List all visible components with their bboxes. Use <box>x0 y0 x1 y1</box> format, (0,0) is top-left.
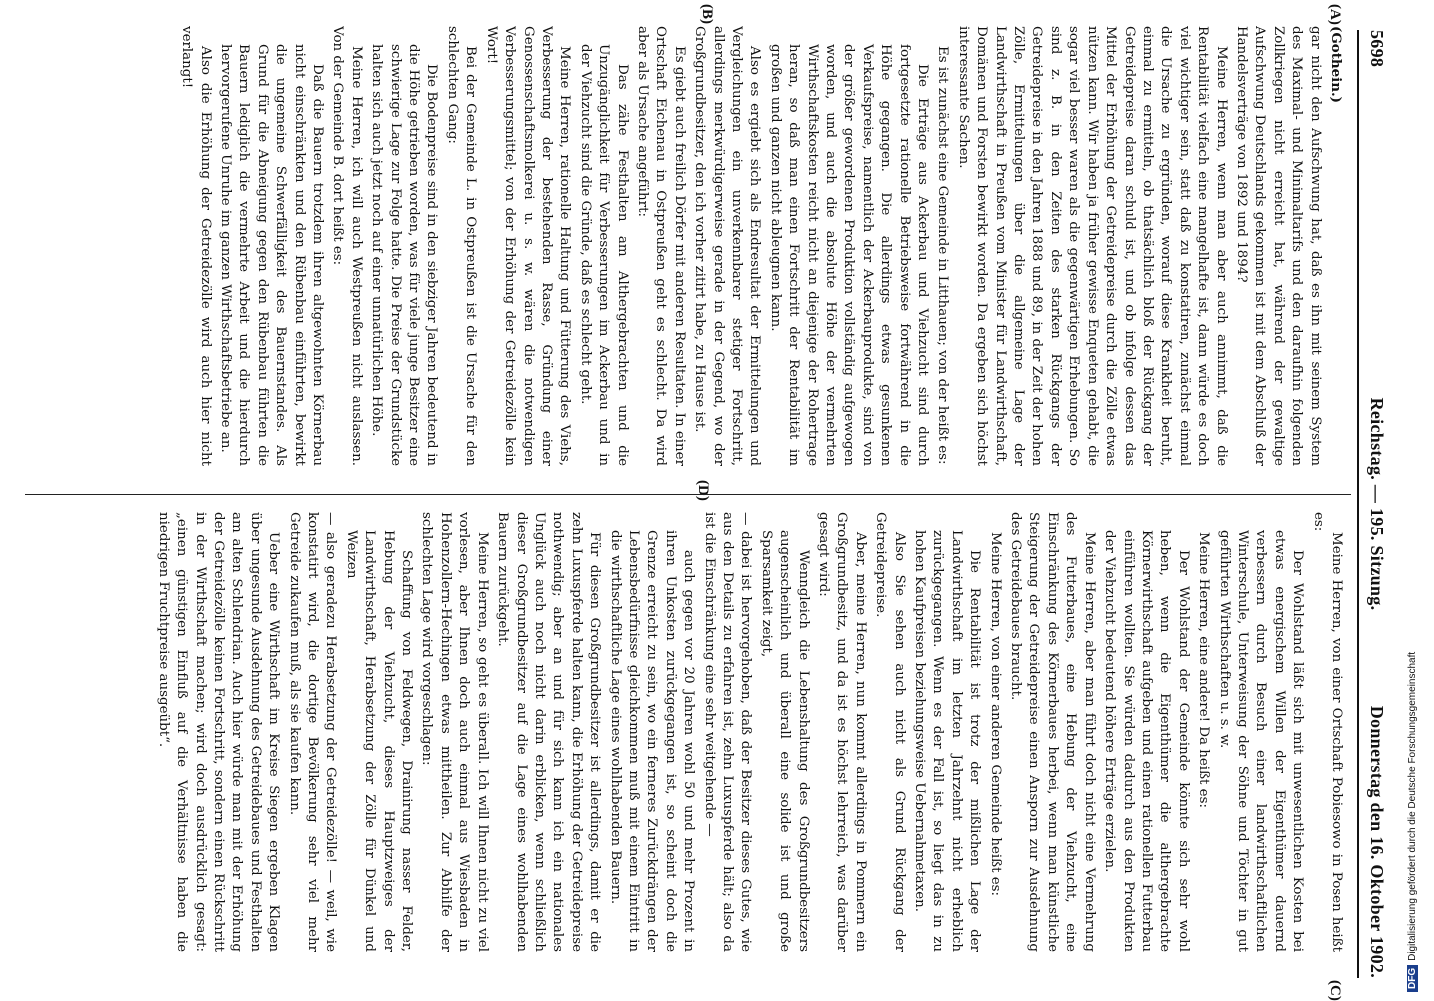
margin-marker-b: (B) <box>699 4 715 24</box>
paragraph: gar nicht den Aufschwung hat, daß es ihn mit seinem System des Maximal- und Minimaltarifs und den daraufhin folgenden Zollkriegen nicht erreicht hat, während der gewaltige Aufschwung Deutschlands gekommen ist mit dem Abschluß der Handelsverträge von 1892 und 1894? <box>1233 26 1323 466</box>
digitization-note <box>1404 600 1432 1000</box>
left-column <box>25 26 1345 466</box>
quotation: Schaffung von Feldwegen, Drainirung nasser Felder, Hebung der Viehzucht, dieses Hauptzweiges der Landwirthschaft, Herabsetzung der Zölle für Dünkel und Weizen <box>343 530 415 952</box>
header-rule <box>1357 30 1359 978</box>
margin-marker-c: (C) <box>1327 980 1343 1001</box>
paragraph: Also es ergiebt sich als Endresultat der Ermittelungen und Vergleichungen ein unverkennbarer stetiger Fortschritt, allerdings merkwürdigerweise gerade in der Gegend, wo der Großgrundbesitzer, den ich vorher zitirt habe, zu Hause ist. <box>692 26 763 466</box>
paragraph: Meine Herren, so geht es überall. Ich will Ihnen nicht zu viel vorlesen, aber Ihnen doch auch einmal aus Wiesbaden in Hohenzollern-Hechingen etwas mittheilen. Zur Abhilfe der schlechten Lage wird vorgeschlagen: <box>419 512 490 952</box>
quotation: auch gegen vor 20 Jahren wohl 50 und mehr Prozent in ihren Unkosten zurückgegangen ist, so scheint doch die Grenze erreicht zu sein, wo ein ferneres Zurückdrängen der Lebensbedürfnisse gleichkommen muß mit einem Eintritt in die wirthschaftliche Lage eines wohlhabenden Bauern. <box>607 530 697 952</box>
speaker-name: (Gothein.) <box>1328 26 1344 103</box>
page-header <box>1361 30 1391 978</box>
paragraph: Meine Herren, von einer Ortschaft Pobiesowo in Posen heißt es: <box>1310 512 1344 952</box>
paragraph: — dabei ist hervorgehoben, daß der Besitzer dieses Gutes, wie aus den Details zu erfahren ist, zehn Luxuspferde hält; also da ist die Einschränkung eine sehr weitgehende — <box>701 512 754 952</box>
paragraph: — also geradezu Herabsetzung der Getreidezölle! — weil, wie konstatirt wird, die dortige Bevölkerung sehr viel mehr Getreide zukaufen muß, als sie kaufen kann. <box>286 512 339 952</box>
paragraph: Für diesen Großgrundbesitzer ist allerdings, damit er die zehn Luxuspferde halten kann, die Erhöhung der Getreidepreise nothwendig; aber an und für sich kann ich ein nationales Unglück auch noch nicht darin erblicken, wenn schließlich dieser Großgrundbesitzer auf die Lage eines wohlhabenden Bauern zurückgeht. <box>495 512 603 952</box>
paragraph: Also Sie sehen auch nicht als Grund Rückgang der Getreidepreise. <box>873 512 907 952</box>
quotation: Der Wohlstand läßt sich mit unwesentlichen Kosten bei etwas energischem Willen der Eigenthümer dauernd verbessern durch Besuch einer landwirthschaftlichen Winterschule, Unterweisung der Söhne und Töchter in gut geführten Wirthschaften u. s. w. <box>1216 530 1306 952</box>
quotation: Die Rentabilität ist trotz der mißlichen Lage der Landwirthschaft im letzten Jahrzehnt nicht erheblich zurückgegangen. Wenn es der Fall ist, so liegt das in zu hohen Kaufpreisen beziehungsweise Uebernahmetaxen. <box>912 530 983 952</box>
session-date: Donnerstag den 16. Oktober 1902. <box>1367 705 1387 978</box>
paragraph: Meine Herren, wenn man aber auch annimmt, daß die Rentabilität vielfach eine mangelhafte ist, dann würde es doch viel wichtiger sein, statt daß zu konstatiren, zunächst einmal die Ursache zu ergründen, worauf diese Krankheit beruht, einmal zu ermitteln, ob thatsächlich bloß der Rückgang der Getreidepreise daran schuld ist, und ob infolge dessen das Mittel der Erhöhung der Getreidepreise durch die Zölle etwas nützen kann. Wir haben ja früher gewisse Enqueten gehabt, die sogar viel besser waren als die gegenwärtigen Erhebungen. So sind z. B. in den Zeiten des starken Rückgangs der Getreidepreise in den Jahren 1888 und 89, in der Zeit der hohen Zölle, Ermittelungen über die allgemeine Lage der Landwirthschaft in Preußen vom Minister für Landwirthschaft, Domänen und Forsten bewirkt worden. Da ergeben sich höchst interessante Sachen. <box>955 26 1229 466</box>
paragraph: Meine Herren, ich will auch Westpreußen nicht auslassen. Von der Gemeinde B. dort heißt es: <box>330 26 364 466</box>
paragraph: Bei der Gemeinde L. in Ostpreußen ist die Ursache für den schlechten Gang: <box>444 26 479 466</box>
quotation: Der Wohlstand der Gemeinde könnte sich sehr wohl heben, wenn die Eigenthümer die althergebrachte Körnerwirthschaft aufgeben und einen rationellen Futterbau einführen wollten. Sie würden dadurch aus den Produkten der Viehzucht bedeutend höhere Erträge erzielen. <box>1102 530 1191 952</box>
paragraph: Es giebt auch freilich Dörfer mit anderen Resultaten. In einer Ortschaft Eichenau in Ostpreußen geht es schlecht. Da wird aber als Ursache angeführt: <box>634 26 687 466</box>
quotation: Das zähe Festhalten am Althergebrachten und die Unzugänglichkeit für Verbesserungen im Ackerbau und in der Viehzucht sind die Gründe, daß es schlecht geht. <box>577 44 630 466</box>
paragraph: Meine Herren, aber man führt doch nicht eine Vermehrung des Futterbaues, eine Hebung der Viehzucht, eine Einschränkung des Körnerbaues herbei, wenn man künstliche Steigerung der Getreidepreise einen Ansporn zur Ausdehnung des Getreidebaues braucht. <box>1008 512 1097 952</box>
quotation: Die Erträge aus Ackerbau und Viehzucht sind durch fortgesetzte rationelle Betriebsweise fortwährend in die Höhe gegangen. Die allerdings etwas gesunkenen Verkaufspreise, namentlich der Ackerbauprodukte, sind von der größer gewordenen Produktion vollständig aufgewogen worden, und auch die absolute Höhe der vermehrten Wirthschaftskosten reicht nicht an diejenige der Rohertrage heran, so daß man einen Fortschritt der Rentabilität im großen und ganzen nicht ableugnen kann. <box>767 44 931 466</box>
speaker-line <box>1326 26 1345 466</box>
paragraph: Meine Herren, eine andere! Da heißt es: <box>1196 532 1212 808</box>
funding-text: Digitalisierung gefördert durch die Deutsche Forschungsgemeinschaft <box>1407 651 1418 961</box>
margin-marker-a: (A) <box>1327 4 1343 25</box>
margin-marker-d: (D) <box>695 480 711 501</box>
quotation: Die Bodenpreise sind in den siebziger Jahren bedeutend in die Höhe getrieben worden, was für viele junge Besitzer eine schwierige Lage zur Folge hatte. Die Preise der Grundstücke halten sich auch jetzt noch auf einer unnatürlichen Höhe. <box>369 44 440 466</box>
quotation: Wenngleich die Lebenshaltung des Großgrundbesitzers augenscheinlich und überall eine solide ist und große Sparsamkeit zeigt, <box>758 530 811 952</box>
quotation: Daß die Bauern trotzdem ihren altgewohnten Körnerbau nicht einschränkten und den Rübenbau einführten, bewirkt die ungemeine Schwerfälligkeit des Bauernstandes. Als Grund für die Abneigung gegen den Rübenbau führten die Bauern lediglich die vermehrte Arbeit und die hierdurch hervorgerufene Unruhe im ganzen Wirthschaftsbetriebe an. <box>218 44 326 466</box>
paragraph: Also die Erhöhung der Getreidezölle wird auch hier nicht verlangt! <box>179 26 213 466</box>
paragraph: Ueber eine Wirthschaft im Kreise Siegen ergeben Klagen über ungesunde Ausdehnung des Getreidebaues und Festhalten am alten Schlendrian. Auch hier würde man mit der Erhöhung der Getreidezölle keinen Fortschritt, sondern einen Rückschritt in der Wirthschaft machen; wird doch ausdrücklich gesagt: „einen günstigen Einfluß auf die Verhältnisse haben die niedrigen Fruchtpreise ausgeübt“. <box>155 512 282 952</box>
paragraph: Aber, meine Herren, nun kommt allerdings in Pommern ein Großgrundbesitz, und da ist es höchst lehrreich, was darüber gesagt wird: <box>816 512 868 952</box>
dfg-logo: DFG <box>1407 965 1418 992</box>
paragraph: Meine Herren, von einer anderen Gemeinde heißt es: <box>987 532 1003 897</box>
right-column <box>25 512 1345 952</box>
page-title: Reichstag. — 195. Sitzung. <box>1367 397 1387 611</box>
column-divider <box>25 494 1351 495</box>
funding-note <box>1407 592 1427 992</box>
paragraph: Meine Herren, rationelle Haltung und Fütterung des Viehs, Verbesserung der bestehenden Rasse, Gründung einer Genossenschaftsmolkerei u. s. w. wären die notwendigen Verbesserungsmittel; von der Erhöhung der Getreidezölle kein Wort! <box>483 26 573 466</box>
page-number: 5698 <box>1367 30 1387 68</box>
paragraph: Es ist zunächst eine Gemeinde in Litthauen; von der heißt es: <box>935 46 951 465</box>
